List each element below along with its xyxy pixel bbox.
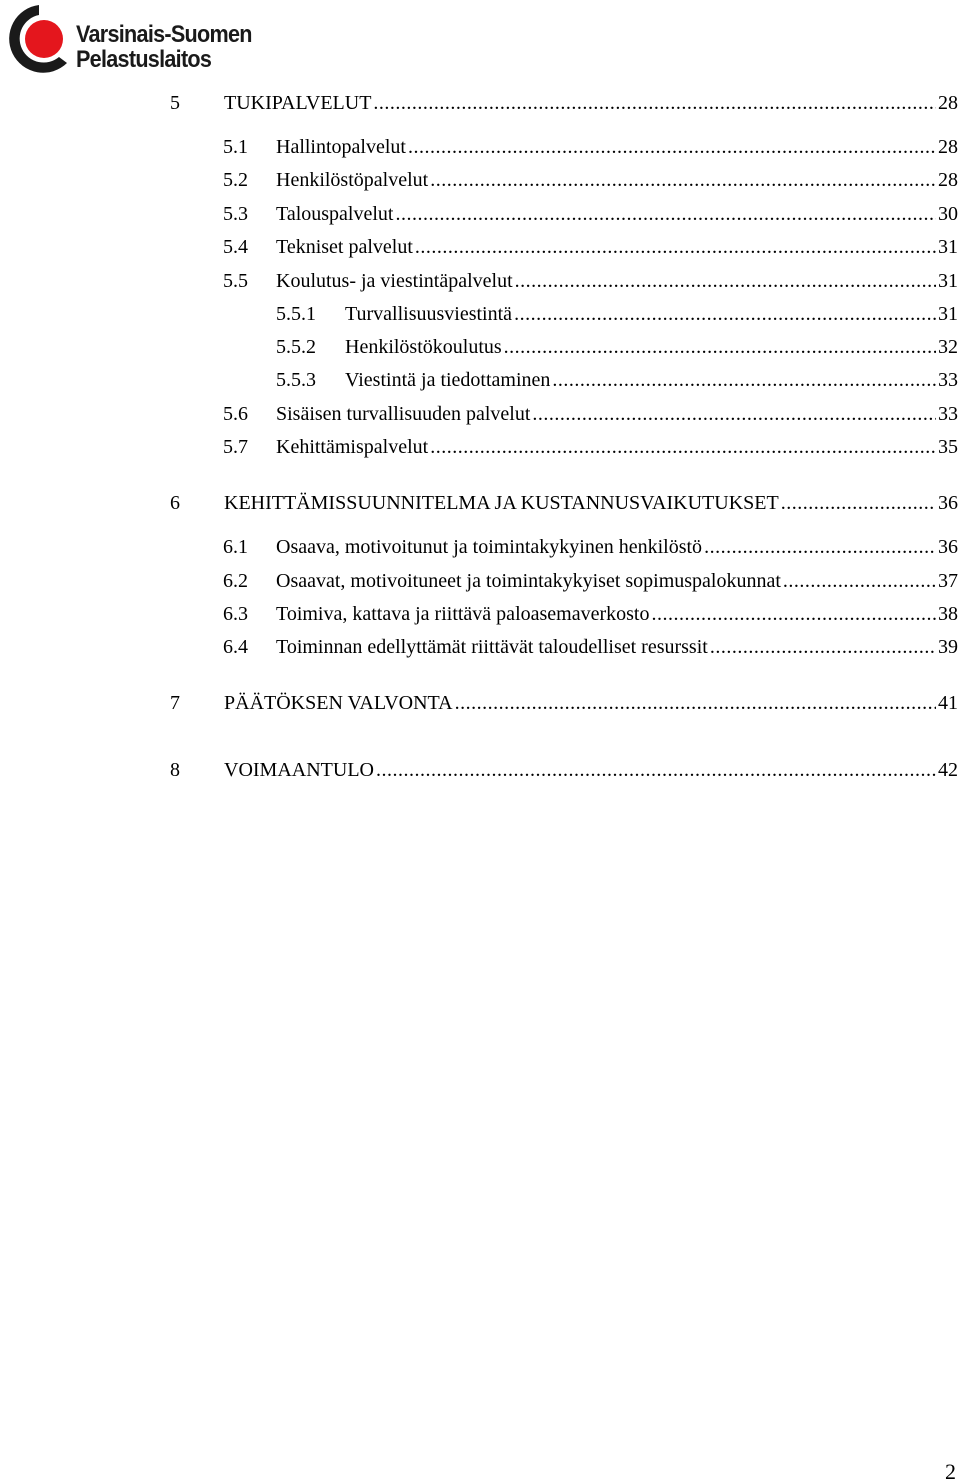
toc-title: VOIMAANTULO: [224, 759, 374, 781]
toc-title: Viestintä ja tiedottaminen: [345, 369, 551, 391]
toc-leader: [532, 401, 936, 427]
toc-leader: [408, 134, 936, 160]
toc-number: 6: [170, 492, 180, 514]
toc-number: 6.4: [223, 636, 248, 658]
toc-number: 5.5.3: [276, 369, 316, 391]
toc-entry-5-5-3[interactable]: [276, 367, 958, 393]
toc-leader: [376, 757, 936, 783]
toc-title: PÄÄTÖKSEN VALVONTA: [224, 692, 453, 714]
toc-entry-7[interactable]: [170, 690, 958, 716]
toc-page: 28: [938, 92, 958, 114]
toc-title: Kehittämispalvelut: [276, 436, 429, 458]
toc-number: 5: [170, 92, 180, 114]
toc-page: 42: [938, 759, 958, 781]
toc-number: 5.1: [223, 136, 248, 158]
toc-leader: [651, 601, 936, 627]
toc-number: 5.7: [223, 436, 248, 458]
toc-page: 31: [938, 270, 958, 292]
toc-title: Hallintopalvelut: [276, 136, 406, 158]
toc-leader: [710, 634, 936, 660]
toc-page: 33: [938, 403, 958, 425]
toc-title: TUKIPALVELUT: [224, 92, 372, 114]
toc-number: 5.2: [223, 169, 248, 191]
toc-number: 5.3: [223, 203, 248, 225]
toc-page: 28: [938, 169, 958, 191]
toc-number: 5.6: [223, 403, 248, 425]
logo-line-1: Varsinais-Suomen: [76, 21, 252, 48]
toc-title: Koulutus- ja viestintäpalvelut: [276, 270, 513, 292]
toc-leader: [455, 690, 936, 716]
toc-leader: [704, 534, 936, 560]
toc-entry-5-5[interactable]: [223, 268, 958, 294]
toc-entry-5-7[interactable]: [223, 434, 958, 460]
toc-title: Toimiva, kattava ja riittävä paloasemaverkosto: [276, 603, 650, 625]
toc-page: 31: [938, 303, 958, 325]
toc-entry-6-4[interactable]: [223, 634, 958, 660]
toc-leader: [783, 568, 936, 594]
toc-title: Turvallisuusviestintä: [345, 303, 513, 325]
toc-leader: [552, 367, 936, 393]
organization-logo: [0, 0, 290, 80]
toc-page: 33: [938, 369, 958, 391]
toc-title: Henkilöstökoulutus: [345, 336, 502, 358]
toc-number: 8: [170, 759, 180, 781]
toc-entry-5[interactable]: [170, 90, 958, 116]
page-number: 2: [945, 1459, 956, 1484]
toc-number: 5.5: [223, 270, 248, 292]
toc-title: Osaavat, motivoituneet ja toimintakykyiset sopimuspalokunnat: [276, 570, 781, 592]
toc-number: 5.5.2: [276, 336, 316, 358]
toc-page: 32: [938, 336, 958, 358]
toc-page: 28: [938, 136, 958, 158]
toc-page: 35: [938, 436, 958, 458]
toc-entry-5-5-2[interactable]: [276, 334, 958, 360]
toc-entry-5-4[interactable]: [223, 234, 958, 260]
toc-leader: [430, 167, 936, 193]
toc-entry-5-3[interactable]: [223, 201, 958, 227]
toc-page: 41: [938, 692, 958, 714]
toc-page: 39: [938, 636, 958, 658]
toc-title: KEHITTÄMISSUUNNITELMA JA KUSTANNUSVAIKUTUKSET: [224, 492, 779, 514]
toc-title: Tekniset palvelut: [276, 236, 413, 258]
toc-leader: [373, 90, 936, 116]
toc-entry-5-2[interactable]: [223, 167, 958, 193]
toc-entry-5-1[interactable]: [223, 134, 958, 160]
toc-entry-5-5-1[interactable]: [276, 301, 958, 327]
toc-title: Henkilöstöpalvelut: [276, 169, 429, 191]
toc-number: 7: [170, 692, 180, 714]
toc-title: Osaava, motivoitunut ja toimintakykyinen henkilöstö: [276, 536, 703, 558]
toc-page: 31: [938, 236, 958, 258]
logo-line-2: Pelastuslaitos: [76, 46, 212, 73]
toc-number: 6.3: [223, 603, 248, 625]
toc-number: 5.5.1: [276, 303, 316, 325]
toc-number: 6.1: [223, 536, 248, 558]
toc-entry-6-2[interactable]: [223, 568, 958, 594]
toc-page: 36: [938, 536, 958, 558]
toc-number: 6.2: [223, 570, 248, 592]
toc-page: 37: [938, 570, 958, 592]
toc-leader: [514, 301, 936, 327]
toc-title: Toiminnan edellyttämät riittävät taloudelliset resurssit: [276, 636, 708, 658]
toc-page: 30: [938, 203, 958, 225]
toc-page: 36: [938, 492, 958, 514]
logo-wordmark: [76, 22, 252, 72]
toc-title: Sisäisen turvallisuuden palvelut: [276, 403, 531, 425]
toc-entry-8[interactable]: [170, 757, 958, 783]
logo-emblem-icon: [3, 3, 73, 75]
toc-entry-6-1[interactable]: [223, 534, 958, 560]
toc-title: Talouspalvelut: [276, 203, 394, 225]
toc-number: 5.4: [223, 236, 248, 258]
toc-leader: [504, 334, 936, 360]
toc-leader: [430, 434, 936, 460]
toc-leader: [515, 268, 936, 294]
toc-leader: [415, 234, 936, 260]
toc-page: 38: [938, 603, 958, 625]
toc-leader: [781, 490, 936, 516]
toc-leader: [395, 201, 936, 227]
toc-entry-6[interactable]: [170, 490, 958, 516]
toc-entry-6-3[interactable]: [223, 601, 958, 627]
toc-entry-5-6[interactable]: [223, 401, 958, 427]
